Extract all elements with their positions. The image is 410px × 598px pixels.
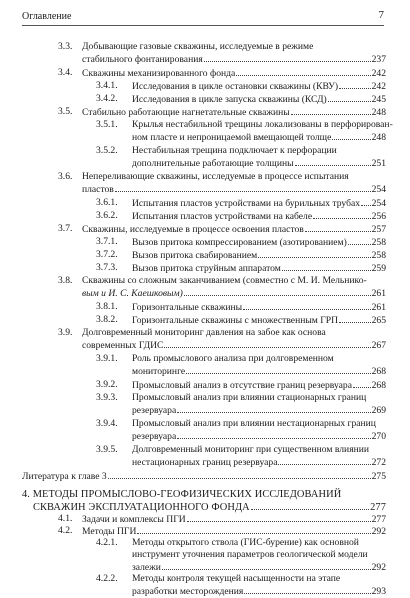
toc-entry [96, 537, 386, 574]
entry-number: 3.5.1. [96, 119, 118, 130]
entry-page: 254 [371, 184, 386, 195]
entry-number: 3.4.2. [96, 93, 118, 104]
entry-title: современных ГДИС [82, 340, 164, 351]
entry-title: Вызов притока свабированием [132, 250, 258, 261]
entry-title: вым и И. С. Каешковым) [82, 288, 183, 299]
chapter-title: СКВАЖИН ЭКСПЛУАТАЦИОННОГО ФОНДА [33, 502, 250, 513]
toc-entry [58, 327, 386, 352]
entry-title: Вызов притока компрессированием (азотированием) [132, 237, 347, 248]
entry-number: 3.4. [58, 67, 73, 78]
entry-number: 3.9.5. [96, 444, 118, 455]
entry-page: 258 [371, 237, 386, 248]
toc-entry [96, 314, 386, 327]
entry-page: 237 [371, 54, 386, 65]
entry-number: 4.2.2. [96, 573, 118, 584]
entry-number: 3.9.2. [96, 379, 118, 390]
entry-page: 242 [371, 81, 386, 92]
entry-number: 4.2.1. [96, 537, 118, 548]
entry-page: 256 [371, 211, 386, 222]
toc-entry [96, 418, 386, 443]
toc-entry [58, 67, 386, 80]
entry-title: Испытания пластов устройствами на бурильных трубах [132, 198, 361, 209]
toc-entry [96, 236, 386, 249]
toc-entry [58, 41, 386, 66]
entry-title: разработки месторождения [132, 586, 244, 597]
entry-title: залежи [132, 562, 161, 573]
entry-number: 3.6. [58, 171, 73, 182]
entry-title: Исследования в цикле остановки скважины (КВУ) [132, 81, 339, 92]
entry-page: 254 [371, 198, 386, 209]
entry-page: 242 [371, 68, 386, 79]
entry-title: нестационарных границ резервуара [132, 457, 278, 468]
toc-entry [96, 392, 386, 417]
entry-page: 265 [371, 315, 386, 326]
entry-page: 270 [371, 431, 386, 442]
entry-title: Вызов притока струйным аппаратом [132, 263, 281, 274]
running-header [22, 9, 384, 26]
toc-entry [58, 171, 386, 196]
entry-page: 259 [371, 263, 386, 274]
entry-title: Промысловый анализ при влиянии нестационарных границ [132, 418, 376, 429]
entry-page: 257 [371, 224, 386, 235]
entry-number: 3.9. [58, 327, 73, 338]
toc-entry [96, 301, 386, 314]
entry-page: 275 [371, 471, 386, 482]
entry-number: 3.3. [58, 41, 73, 52]
entry-title: Долговременный мониторинг при существенном влиянии [132, 444, 370, 455]
header-title: Оглавление [22, 11, 72, 22]
entry-page: 248 [371, 132, 386, 143]
entry-number: 3.4.1. [96, 80, 118, 91]
entry-page: 251 [371, 158, 386, 169]
entry-number: 4.2. [58, 525, 73, 536]
toc-entry-references [22, 470, 386, 483]
entry-page: 248 [371, 107, 386, 118]
entry-number: 3.9.1. [96, 353, 118, 364]
toc-entry [96, 210, 386, 223]
entry-title: Нестабильная трещина подключает к перфорации [132, 145, 337, 156]
chapter-title: 4. МЕТОДЫ ПРОМЫСЛОВО-ГЕОФИЗИЧЕСКИХ ИССЛЕДОВАНИЙ [22, 489, 342, 500]
entry-number: 3.5.2. [96, 145, 118, 156]
entry-title: резервуара [132, 431, 177, 442]
entry-title: Горизонтальные скважины с множественным ГРП [132, 315, 339, 326]
entry-page: 292 [371, 526, 386, 537]
entry-title: Промысловый анализ в отсутствие границ резервуара [132, 380, 352, 391]
entry-number: 3.9.3. [96, 392, 118, 403]
toc-entry [96, 93, 386, 106]
entry-title: Стабильно работающие нагнетательные скважины [82, 107, 290, 118]
toc-entry [96, 145, 386, 170]
toc-chapter-4 [22, 489, 386, 514]
entry-title: Скважины механизированного фонда [82, 68, 236, 79]
entry-page: 293 [371, 586, 386, 597]
toc-entry [58, 275, 386, 300]
toc-entry [96, 80, 386, 93]
entry-page: 261 [371, 288, 386, 299]
entry-title: инструмент уточнения параметров геологической модели [132, 549, 368, 560]
entry-page: 245 [371, 94, 386, 105]
entry-page: 277 [371, 514, 386, 525]
toc-entry [96, 262, 386, 275]
toc-entry [96, 197, 386, 210]
entry-number: 3.7.1. [96, 236, 118, 247]
entry-title: резервуара [132, 405, 177, 416]
toc-entry [96, 573, 386, 598]
entry-title: Роль промыслового анализа при долговременном [132, 353, 334, 364]
toc-entry [96, 353, 386, 378]
entry-page: 268 [371, 366, 386, 377]
entry-title: мониторинге [132, 366, 186, 377]
header-page-number: 7 [378, 9, 384, 21]
entry-number: 3.7. [58, 223, 73, 234]
toc-entry [58, 106, 386, 119]
entry-page: 268 [371, 380, 386, 391]
entry-title: Горизонтальные скважины [132, 302, 243, 313]
entry-page: 272 [371, 457, 386, 468]
entry-title: Добывающие газовые скважины, исследуемые в режиме [82, 41, 314, 52]
entry-title: Промысловый анализ при влиянии стационарных границ [132, 392, 367, 403]
entry-title: Испытания пластов устройствами на кабеле [132, 211, 313, 222]
entry-page: 261 [371, 302, 386, 313]
toc-entry [96, 119, 393, 144]
entry-number: 3.9.4. [96, 418, 118, 429]
entry-number: 3.7.3. [96, 262, 118, 273]
entry-title: Методы открытого ствола (ГИС-бурение) как основной [132, 537, 359, 548]
entry-title: Методы контроля текущей насыщенности на этапе [132, 573, 341, 584]
entry-title: ном пласте и непроницаемой вмещающей толще [132, 132, 332, 143]
toc-entry [96, 249, 386, 262]
entry-number: 3.7.2. [96, 249, 118, 260]
entry-title: Крылья нестабильной трещины локализованы в перфорирован- [132, 119, 393, 130]
entry-title: Долговременный мониторинг давления на забое как основа [82, 327, 326, 338]
entry-number: 3.8. [58, 275, 73, 286]
entry-number: 3.6.2. [96, 210, 118, 221]
entry-number: 3.5. [58, 106, 73, 117]
entry-title: Непереливающие скважины, исследуемые в процессе испытания [82, 171, 349, 182]
entry-title: Задачи и комплексы ПГИ [82, 514, 186, 525]
entry-title: Литература к главе 3 [22, 471, 107, 482]
entry-page: 277 [370, 502, 386, 513]
entry-page: 267 [371, 340, 386, 351]
entry-page: 292 [371, 562, 386, 573]
entry-title: Скважины со сложным заканчиванием (совместно с М. И. Мельнико- [82, 275, 367, 286]
entry-title: Скважины, исследуемые в процессе освоения пластов [82, 224, 304, 235]
entry-title: пластов [82, 184, 114, 195]
entry-title: Исследования в цикле запуска скважины (КСД) [132, 94, 327, 105]
toc-entry [96, 379, 386, 392]
entry-page: 258 [371, 250, 386, 261]
entry-number: 4.1. [58, 513, 73, 524]
entry-page: 269 [371, 405, 386, 416]
toc-entry [96, 444, 386, 469]
entry-title: Методы ПГИ [82, 526, 137, 537]
entry-title: дополнительные работающие толщины [132, 158, 294, 169]
toc-entry [58, 223, 386, 236]
entry-number: 3.6.1. [96, 197, 118, 208]
entry-number: 3.8.2. [96, 314, 118, 325]
entry-number: 3.8.1. [96, 301, 118, 312]
entry-title: стабильного фонтанирования [82, 54, 203, 65]
